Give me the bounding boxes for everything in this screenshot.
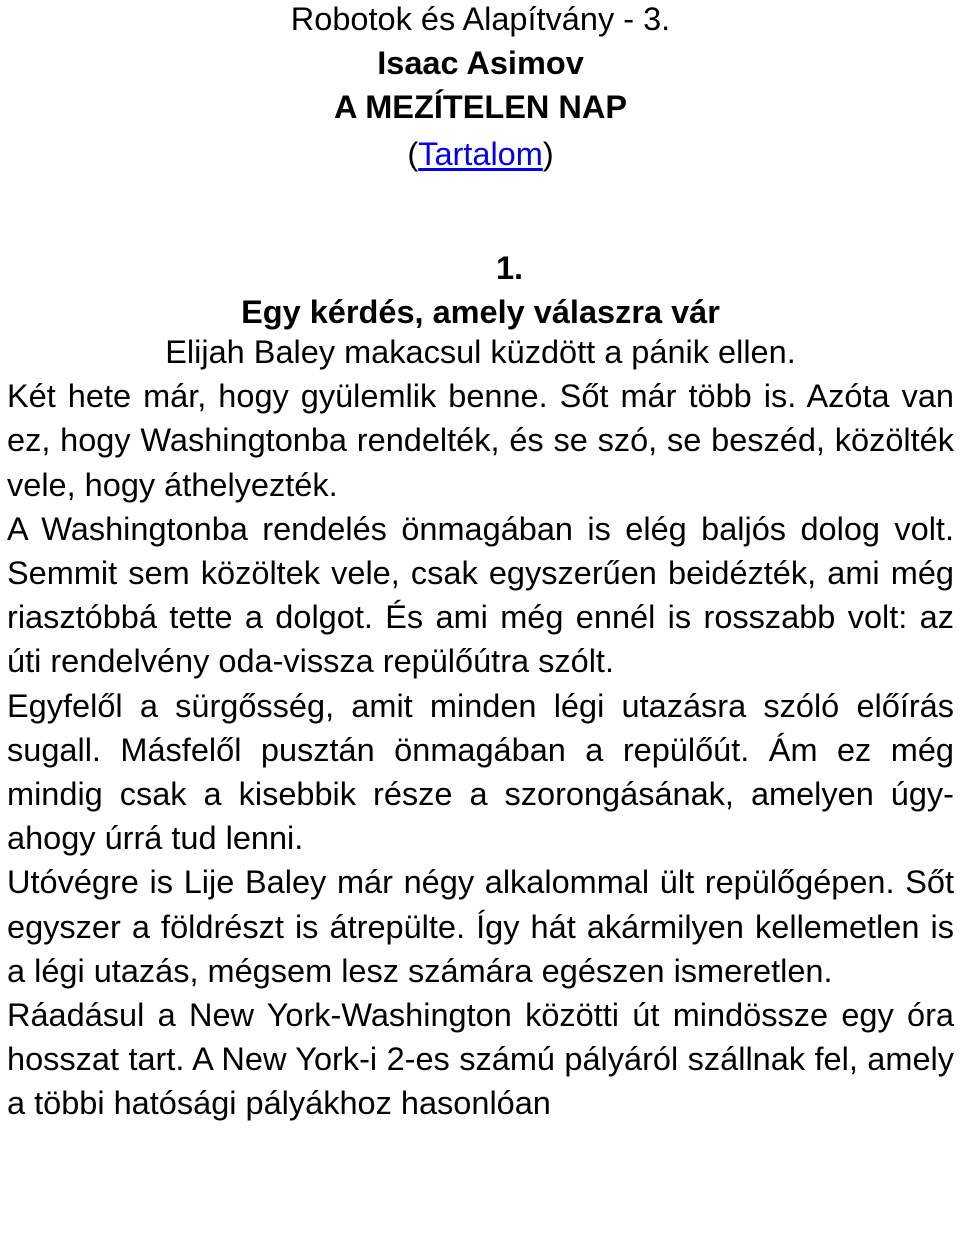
toc-line: [7, 132, 954, 176]
series-title: Robotok és Alapítvány - 3.: [290, 1, 671, 37]
toc-link[interactable]: Tartalom: [418, 136, 543, 172]
author-name: Isaac Asimov: [377, 45, 584, 81]
opening-line: Elijah Baley makacsul küzdött a pánik ellen.: [165, 334, 796, 370]
paragraph: Ráadásul a New York-Washington közötti út mindössze egy óra hosszat tart. A New York-i 2-es számú pályáról szállnak fel, amely a többi hatósági pályákhoz hasonlóan: [7, 997, 954, 1122]
paragraph: A Washingtonba rendelés önmagában is elég baljós dolog volt. Semmit sem közöltek vele, csak egyszerűen beidézték, ami még riasztóbbá tette a dolgot. És ami még ennél is rosszabb volt: az úti rendelvény oda-vissza repülőútra szólt.: [7, 510, 954, 680]
paragraph: Utóvégre is Lije Baley már négy alkalommal ült repülőgépen. Sőt egyszer a földrészt is átrepülte. Így hát akármilyen kellemetlen is a légi utazás, mégsem lesz számára egészen ismeretlen.: [7, 864, 954, 989]
paragraph: Két hete már, hogy gyülemlik benne. Sőt már több is. Azóta van ez, hogy Washingtonba rendelték, és se szó, se beszéd, közölték vele, hogy áthelyezték.: [7, 378, 954, 503]
book-title: A MEZÍTELEN NAP: [333, 89, 628, 125]
paragraph: Egyfelől a sürgősség, amit minden légi utazásra szóló előírás sugall. Másfelől pusztán önmagában a repülőút. Ám ez még mindig csak a kisebbik része a szorongásának, amelyen úgy-ahogy úrrá tud lenni.: [7, 687, 954, 857]
toc-open-paren: (: [407, 136, 419, 172]
chapter-number: 1.: [495, 250, 524, 286]
chapter-title: Egy kérdés, amely válaszra vár: [241, 294, 720, 330]
toc-close-paren: ): [542, 136, 554, 172]
